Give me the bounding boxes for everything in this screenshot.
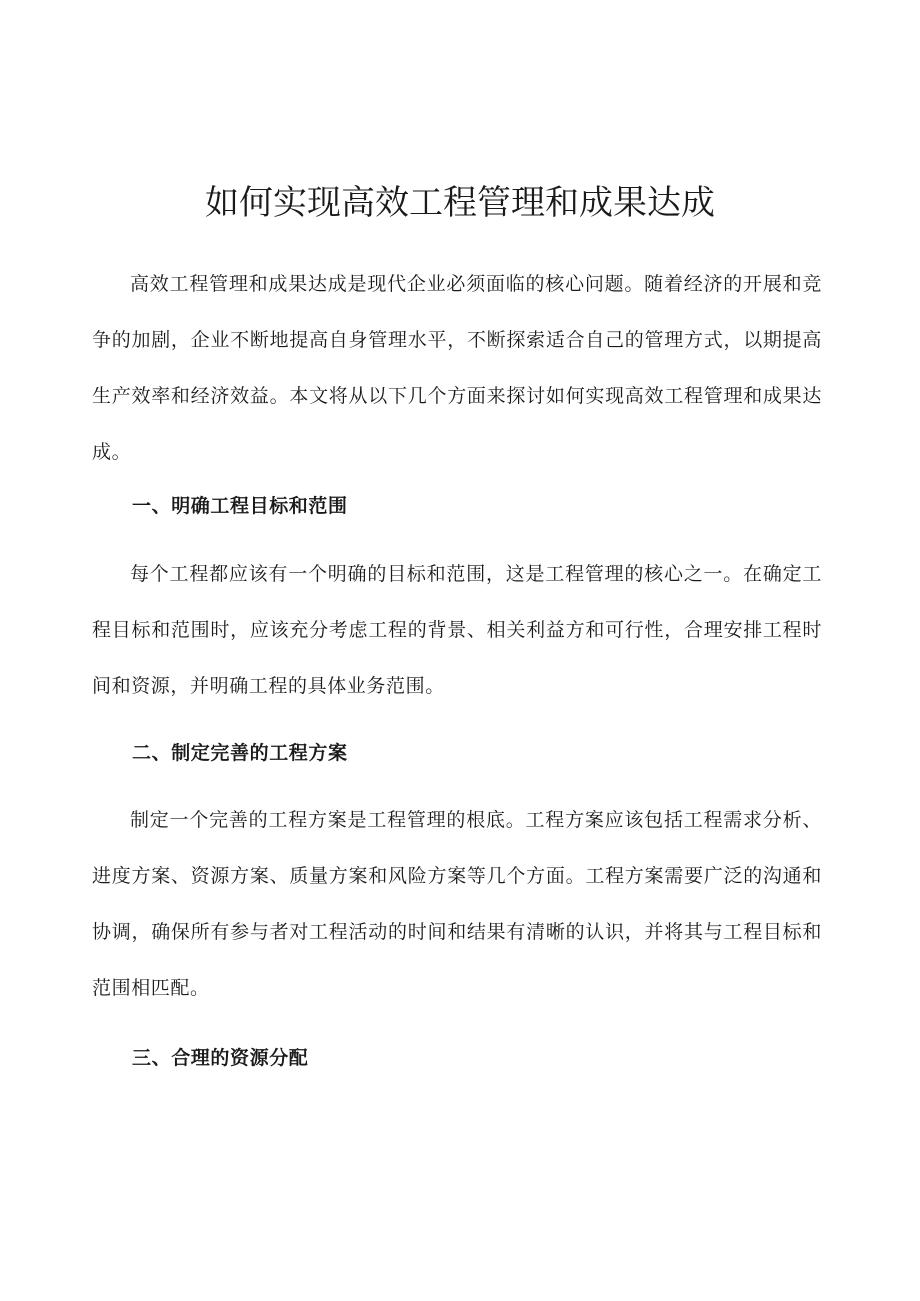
section-body-1: 每个工程都应该有一个明确的目标和范围，这是工程管理的核心之一。在确定工程目标和范围时，应该充分考虑工程的背景、相关利益方和可行性，合理安排工程时间和资源，并明确工程的具体业务范围。	[92, 563, 822, 697]
section-heading-2: 二、制定完善的工程方案	[132, 742, 348, 764]
section-heading-1: 一、明确工程目标和范围	[132, 495, 348, 517]
intro-paragraph: 高效工程管理和成果达成是现代企业必须面临的核心问题。随着经济的开展和竞争的加剧，企业不断地提高自身管理水平，不断探索适合自己的管理方式，以期提高生产效率和经济效益。本文将从以下几个方面来探讨如何实现高效工程管理和成果达成。	[92, 273, 822, 463]
section-heading-3: 三、合理的资源分配	[132, 1047, 309, 1069]
document-title: 如何实现高效工程管理和成果达成	[205, 183, 715, 223]
section-body-2: 制定一个完善的工程方案是工程管理的根底。工程方案应该包括工程需求分析、进度方案、资源方案、质量方案和风险方案等几个方面。工程方案需要广泛的沟通和协调，确保所有参与者对工程活动的时间和结果有清晰的认识，并将其与工程目标和范围相匹配。	[92, 809, 822, 999]
